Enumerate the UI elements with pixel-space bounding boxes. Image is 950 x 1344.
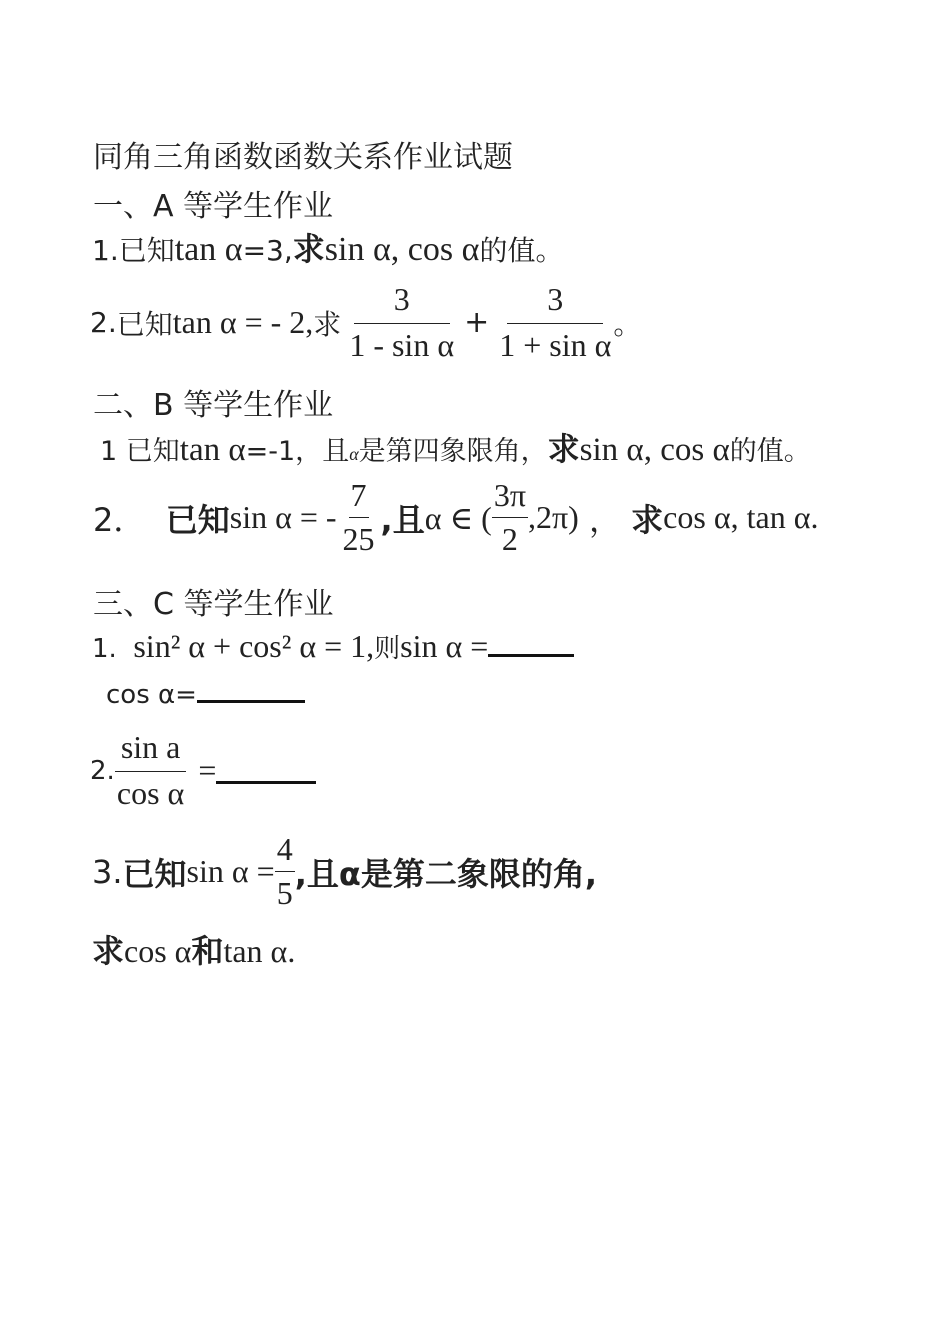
- q-tail: 的值。: [479, 234, 564, 267]
- fraction-numerator: 3: [354, 282, 450, 324]
- range-fraction: [492, 478, 528, 557]
- cond-text: 是第四象限角，: [358, 436, 548, 467]
- q-number: 2.: [90, 306, 117, 340]
- section-b-q2: [93, 478, 818, 557]
- q-number: 1.: [92, 634, 117, 664]
- section-a-q2: [90, 282, 641, 363]
- section-c-q1-cos: [106, 680, 305, 710]
- q-number: 1.: [92, 234, 119, 267]
- section-c-heading: 三、C 等学生作业: [93, 587, 334, 622]
- q-tail: 的值。: [729, 436, 811, 467]
- cond-word: ,且: [380, 500, 425, 539]
- page-title: 同角三角函数函数关系作业试题: [93, 140, 513, 175]
- q-known: 已知: [125, 436, 180, 467]
- section-c-q3-ask: [92, 926, 295, 972]
- given-expr: tan α: [174, 231, 243, 268]
- alpha-symbol: α: [349, 444, 359, 464]
- cos-answer-blank[interactable]: [197, 700, 305, 703]
- q-number: 3.: [92, 852, 123, 891]
- section-c-q3: [92, 832, 597, 911]
- fraction-denominator: 1 + sin α: [499, 327, 612, 364]
- cos-expr: cos α: [124, 933, 192, 969]
- fraction-2: [497, 282, 613, 363]
- section-a-heading: 一、A 等学生作业: [93, 189, 334, 224]
- sin-answer-blank[interactable]: [488, 654, 574, 657]
- fraction-1: [347, 282, 456, 363]
- plus-sign: +: [464, 305, 490, 341]
- cond-word: 且: [322, 436, 350, 467]
- ask-word: 求: [631, 500, 664, 539]
- then-word: 则: [374, 634, 401, 664]
- q-known: 已知: [116, 307, 173, 341]
- target-expr: sin α, cos α: [324, 231, 480, 268]
- identity-expr: sin² α + cos² α = 1,: [133, 628, 375, 664]
- cond-text: ,且α是第二象限的角,: [294, 854, 598, 893]
- fraction-denominator: cos α: [116, 775, 185, 812]
- target-expr: sin α, cos α: [579, 432, 730, 468]
- equals-sign: =: [198, 752, 217, 789]
- section-b-q1: [100, 424, 811, 470]
- q-number: 2.: [90, 755, 115, 786]
- given-value: =-1，: [245, 436, 323, 467]
- ask-word: 求: [292, 230, 325, 268]
- fraction-denominator: 25: [342, 521, 375, 558]
- comma: ，: [588, 500, 621, 539]
- q-tail: 。: [613, 307, 642, 341]
- sin-expr: sin α =: [400, 628, 489, 664]
- section-a-q1: [92, 224, 563, 270]
- ask-word: 求: [547, 430, 580, 468]
- fraction-numerator: 3π: [492, 478, 528, 518]
- tan-expr: tan α.: [223, 933, 296, 969]
- q-number: 2．: [93, 500, 146, 539]
- answer-blank[interactable]: [216, 757, 316, 784]
- q-known: 已知: [165, 500, 230, 539]
- fraction-numerator: 4: [275, 832, 295, 872]
- section-b-heading: 二、B 等学生作业: [93, 388, 334, 423]
- cos-expr: cos α=: [106, 680, 197, 710]
- fraction: [275, 832, 295, 911]
- given-expr: sin α = -: [229, 499, 337, 536]
- q-known: 已知: [118, 234, 175, 267]
- and-word: 和: [191, 932, 224, 970]
- ask-word: 求: [92, 932, 125, 970]
- fraction-denominator: 5: [276, 875, 293, 912]
- q-number: 1: [100, 436, 118, 467]
- target-expr: cos α, tan α.: [663, 499, 819, 536]
- given-expr: tan α: [179, 432, 246, 468]
- range-start: α ∈ (: [424, 499, 492, 536]
- fraction-numerator: 3: [507, 282, 603, 324]
- range-end: ,2π): [527, 499, 579, 536]
- section-c-q2: [90, 730, 316, 811]
- fraction-denominator: 1 - sin α: [349, 327, 455, 364]
- given-value: =3,: [242, 234, 293, 267]
- ask-word: 求: [313, 307, 342, 341]
- fraction: [341, 478, 377, 557]
- fraction-denominator: 2: [501, 521, 518, 558]
- fraction-numerator: 7: [349, 478, 369, 518]
- given-expr: sin α =: [186, 853, 275, 890]
- fraction-numerator: sin a: [115, 730, 187, 772]
- fraction: [115, 730, 187, 811]
- section-c-q1: [92, 628, 574, 665]
- given-expr: tan α = - 2,: [172, 304, 314, 341]
- q-known: 已知: [122, 854, 187, 893]
